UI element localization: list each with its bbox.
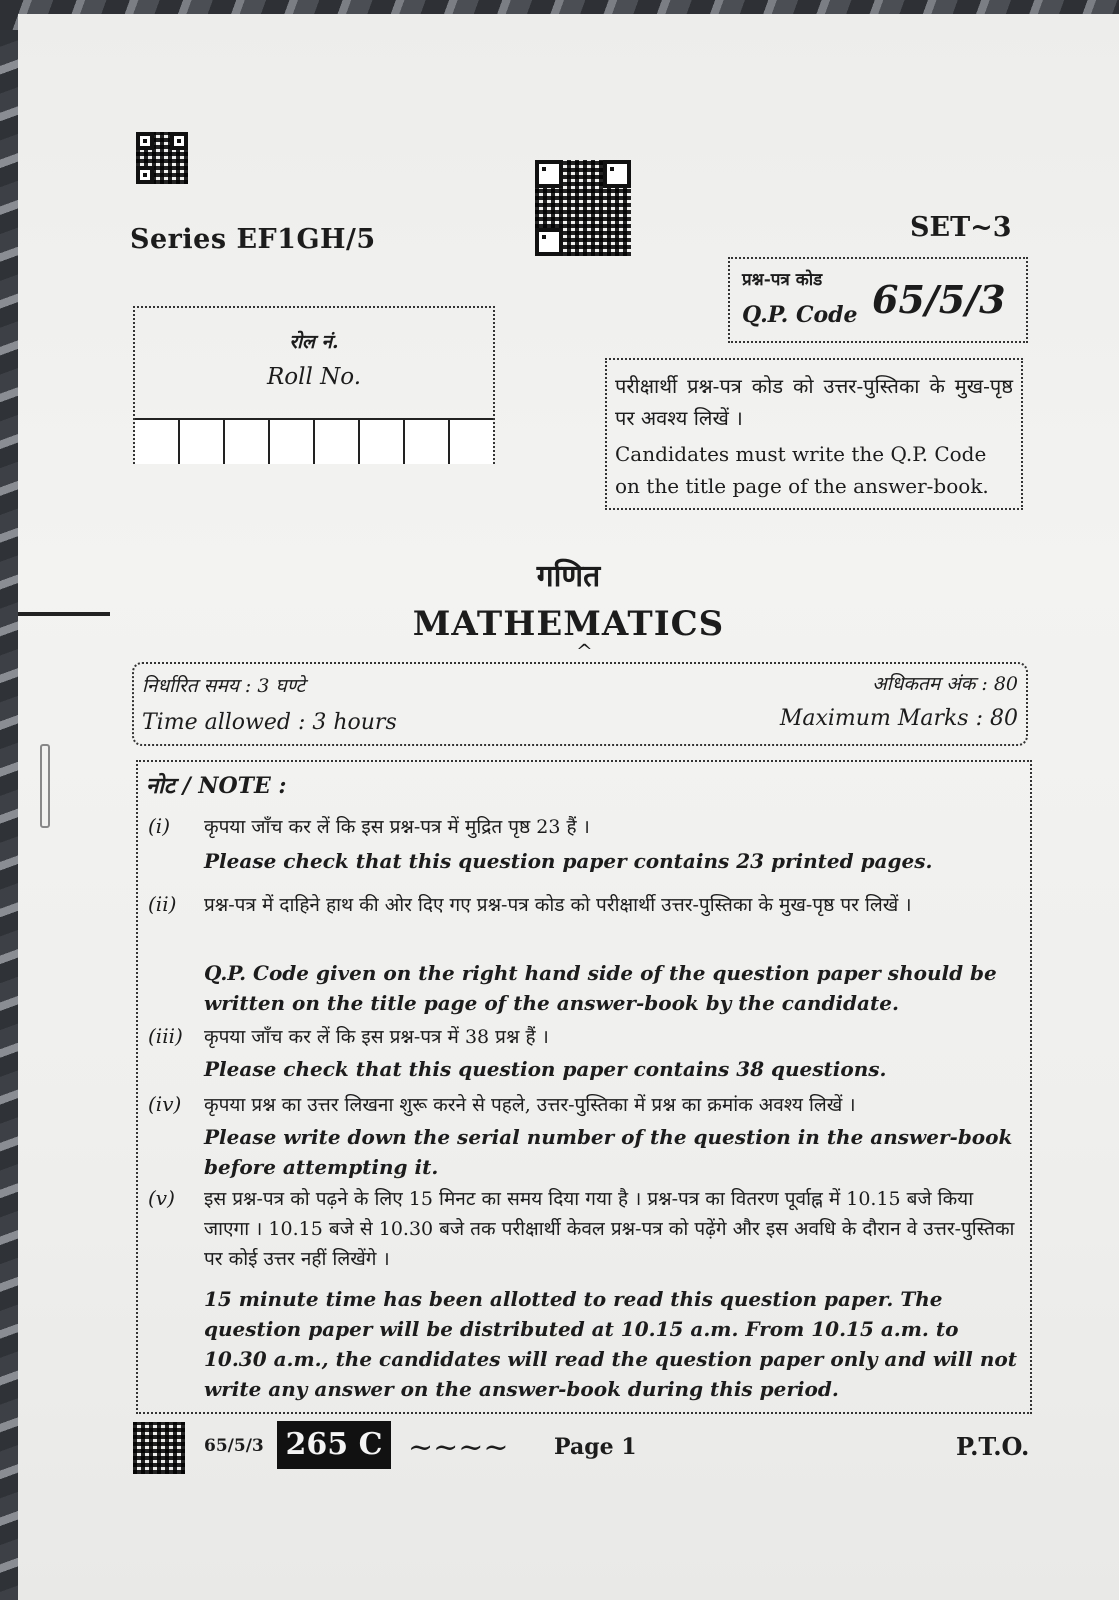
roll-label-hindi: रोल नं. xyxy=(289,331,339,353)
time-marks-box xyxy=(132,662,1028,746)
note-item-hindi: कृपया प्रश्न का उत्तर लिखना शुरू करने से पहले, उत्तर-पुस्तिका में प्रश्न का क्रमांक अवश्य लिखें । xyxy=(204,1094,856,1116)
note-item-english: Please write down the serial number of the question in the answer-book before attempting it. xyxy=(204,1125,1013,1179)
note-item-english: Please check that this question paper contains 38 questions. xyxy=(204,1057,887,1081)
roll-cell[interactable] xyxy=(450,420,493,464)
set-label: SET~3 xyxy=(910,212,1012,243)
roll-cell[interactable] xyxy=(360,420,405,464)
note-item-hindi: इस प्रश्न-पत्र को पढ़ने के लिए 15 मिनट का समय दिया गया है । प्रश्न-पत्र का वितरण पूर्वाह्न में 10.15 बजे किया जाएगा । 10.15 बजे से 10.30 बजे तक परीक्षार्थी केवल प्रश्न-पत्र को पढ़ेंगे और इस अवधि के दौरान वे उत्तर-पुस्तिका पर कोई उत्तर नहीं लिखेंगे । xyxy=(204,1188,1015,1270)
instruction-hindi: परीक्षार्थी प्रश्न-पत्र कोड को उत्तर-पुस्तिका के मुख-पृष्ठ पर अवश्य लिखें । xyxy=(615,374,1013,430)
note-item-number: (v) xyxy=(148,1186,175,1210)
note-item-hindi: प्रश्न-पत्र में दाहिने हाथ की ओर दिए गए प्रश्न-पत्र कोड को परीक्षार्थी उत्तर-पुस्तिका के मुख-पृष्ठ पर लिखें । xyxy=(204,894,912,916)
main-qr-code-icon xyxy=(535,160,631,256)
note-heading: नोट / NOTE : xyxy=(146,773,287,799)
staple xyxy=(40,744,50,828)
note-item-english: Please check that this question paper contains 23 printed pages. xyxy=(204,849,933,873)
qp-code-label: Q.P. Code xyxy=(742,302,858,328)
note-item-english: 15 minute time has been allotted to read this question paper. The question paper will be distributed at 10.15 a.m. From 10.15 a.m. to 10.30 a.m., the candidates will read the question paper only and will not write any answer on the answer-book during this period. xyxy=(204,1287,1017,1401)
note-item-hindi: कृपया जाँच कर लें कि इस प्रश्न-पत्र में मुद्रित पृष्ठ 23 हैं । xyxy=(204,816,590,838)
qp-code-instruction-box xyxy=(605,358,1023,510)
note-section xyxy=(136,760,1032,1414)
note-item-number: (iii) xyxy=(148,1024,183,1048)
roll-label: Roll No. xyxy=(266,364,362,390)
exam-paper-page xyxy=(18,14,1119,1600)
series-label: Series EF1GH/5 xyxy=(130,224,376,255)
note-item-number: (iv) xyxy=(148,1092,182,1116)
page-number: Page 1 xyxy=(554,1434,637,1460)
roll-cell[interactable] xyxy=(270,420,315,464)
roll-number-cells xyxy=(135,418,493,464)
roll-number-box xyxy=(133,306,495,464)
note-item-hindi: कृपया जाँच कर लें कि इस प्रश्न-पत्र में 38 प्रश्न हैं । xyxy=(204,1026,549,1048)
footer-badge: 265 C xyxy=(277,1421,391,1469)
qp-code-label-hindi: प्रश्न-पत्र कोड xyxy=(742,270,823,290)
pto-label: P.T.O. xyxy=(956,1432,1030,1461)
small-qr-code-icon xyxy=(136,132,188,184)
caret-mark: ^ xyxy=(576,639,593,663)
roll-cell[interactable] xyxy=(135,420,180,464)
subject-title: MATHEMATICS xyxy=(412,604,725,644)
wave-mark: ~~~~ xyxy=(408,1430,509,1465)
qp-code-box xyxy=(728,257,1028,343)
note-item-number: (i) xyxy=(148,814,171,838)
roll-cell[interactable] xyxy=(315,420,360,464)
qp-code-value: 65/5/3 xyxy=(872,277,1006,322)
time-allowed: Time allowed : 3 hours xyxy=(142,710,397,735)
max-marks-hindi: अधिकतम अंक : 80 xyxy=(872,673,1018,695)
barcode-icon xyxy=(133,1422,185,1474)
roll-cell[interactable] xyxy=(405,420,450,464)
footer-qp-code: 65/5/3 xyxy=(204,1436,264,1456)
roll-cell[interactable] xyxy=(180,420,225,464)
time-allowed-hindi: निर्धारित समय : 3 घण्टे xyxy=(142,675,306,697)
max-marks: Maximum Marks : 80 xyxy=(779,706,1018,731)
note-item-english: Q.P. Code given on the right hand side of the question paper should be written on the title page of the answer-book by the candidate. xyxy=(204,961,997,1015)
roll-cell[interactable] xyxy=(225,420,270,464)
note-item-number: (ii) xyxy=(148,892,177,916)
instruction-english: Candidates must write the Q.P. Code on the title page of the answer-book. xyxy=(615,442,989,498)
subject-title-hindi: गणित xyxy=(536,559,601,594)
